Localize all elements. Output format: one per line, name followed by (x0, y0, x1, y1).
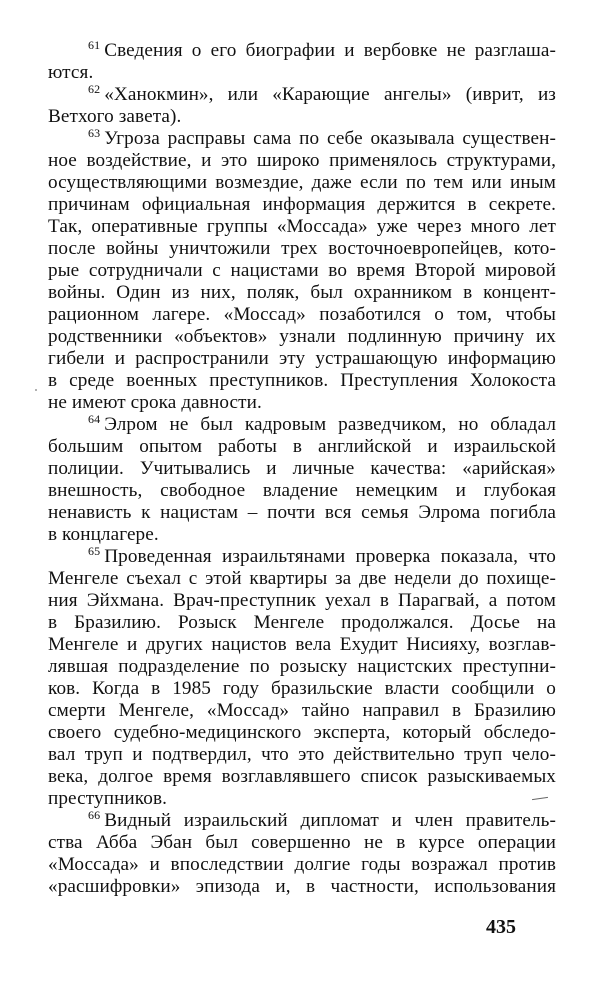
footnote-line: ства Абба Эбан был совершенно не в курсе операции (48, 832, 556, 853)
footnote-line: войны. Один из них, поляк, был охранником в концент- (48, 282, 556, 303)
footnote-line: родственники «объектов» узнали подлинную причину их (48, 326, 556, 347)
footnote-line: века, долгое время возглавлявшего список разыскиваемых (48, 766, 556, 787)
footnote-63 (48, 128, 556, 414)
footnote-line: $^{64}$ Элром не был кадровым разведчиком, но обладал (88, 412, 556, 435)
footnote-line: ков. Когда в 1985 году бразильские власти сообщили о (48, 678, 556, 699)
footnote-65 (48, 546, 556, 810)
footnote-line: рые сотрудничали с нацистами во время Второй мировой (48, 260, 556, 281)
footnote-line: лявшая подразделение по розыску нацистских преступни- (48, 656, 556, 677)
scan-speck-dot (35, 389, 37, 391)
footnote-line: $^{66}$ Видный израильский дипломат и член правитель- (88, 808, 556, 831)
footnote-line: после войны уничтожили трех восточноевропейцев, кото- (48, 238, 556, 259)
footnote-number: 61 (88, 38, 101, 52)
footnote-line: внешность, свободное владение немецким и глубокая (48, 480, 556, 501)
footnote-line: $^{61}$ Сведения о его биографии и вербовке не разглаша- (88, 38, 556, 61)
footnote-line: преступников. (48, 788, 168, 809)
footnote-line: ненависть к нацистам – почти вся семья Элрома погибла (48, 502, 556, 523)
footnote-line: Менгеле съехал с этой квартиры за две недели до похище- (48, 568, 556, 589)
footnote-number: 64 (88, 412, 101, 426)
page-number: 435 (486, 916, 516, 938)
footnote-line: гибели и распространили эту устрашающую информацию (48, 348, 556, 369)
footnote-64 (48, 414, 556, 546)
footnote-number: 62 (88, 82, 101, 96)
footnote-line: $^{63}$ Угроза расправы сама по себе оказывала существен- (88, 126, 556, 149)
footnote-line: причинам официальная информация держится в секрете. (48, 194, 556, 215)
footnote-line: в среде военных преступников. Преступления Холокоста (48, 370, 556, 391)
footnote-line: $^{65}$ Проведенная израильтянами проверка показала, что (88, 544, 556, 567)
footnote-line: вал труп и подтвердил, что это действительно труп чело- (48, 744, 556, 765)
footnote-line: «расшифровки» эпизода и, в частности, использования (48, 876, 556, 897)
footnote-line: Так, оперативные группы «Моссада» уже через много лет (48, 216, 556, 237)
footnote-61 (48, 40, 556, 84)
page-body (48, 40, 556, 898)
footnote-line: в концлагере. (48, 524, 159, 545)
footnote-line: ное воздействие, и это широко применялось структурами, (48, 150, 556, 171)
footnote-66 (48, 810, 556, 898)
footnote-line: в Бразилию. Розыск Менгеле продолжался. Досье на (48, 612, 556, 633)
footnote-line: ния Эйхмана. Врач-преступник уехал в Парагвай, а потом (48, 590, 556, 611)
footnote-line: рационном лагере. «Моссад» позаботился о том, чтобы (48, 304, 556, 325)
footnote-line: не имеют срока давности. (48, 392, 262, 413)
footnote-line: полиции. Учитывались и личные качества: «арийская» (48, 458, 556, 479)
footnote-number: 66 (88, 808, 101, 822)
footnote-62 (48, 84, 556, 128)
footnote-line: Ветхого завета). (48, 106, 182, 127)
footnote-line: смерти Менгеле, «Моссад» тайно направил в Бразилию (48, 700, 556, 721)
footnote-line: большим опытом работы в английской и израильской (48, 436, 556, 457)
footnote-line: $^{62}$ «Ханокмин», или «Карающие ангелы» (иврит, из (88, 82, 556, 105)
footnote-line: осуществляющими возмездие, даже если по тем или иным (48, 172, 556, 193)
footnote-line: Менгеле и других нацистов вела Ехудит Нисияху, возглав- (48, 634, 556, 655)
footnote-number: 65 (88, 544, 101, 558)
footnote-line: ются. (48, 62, 94, 83)
footnote-line: «Моссада» и впоследствии долгие годы возражал против (48, 854, 556, 875)
footnote-number: 63 (88, 126, 101, 140)
footnote-line: своего судебно-медицинского эксперта, который обследо- (48, 722, 556, 743)
